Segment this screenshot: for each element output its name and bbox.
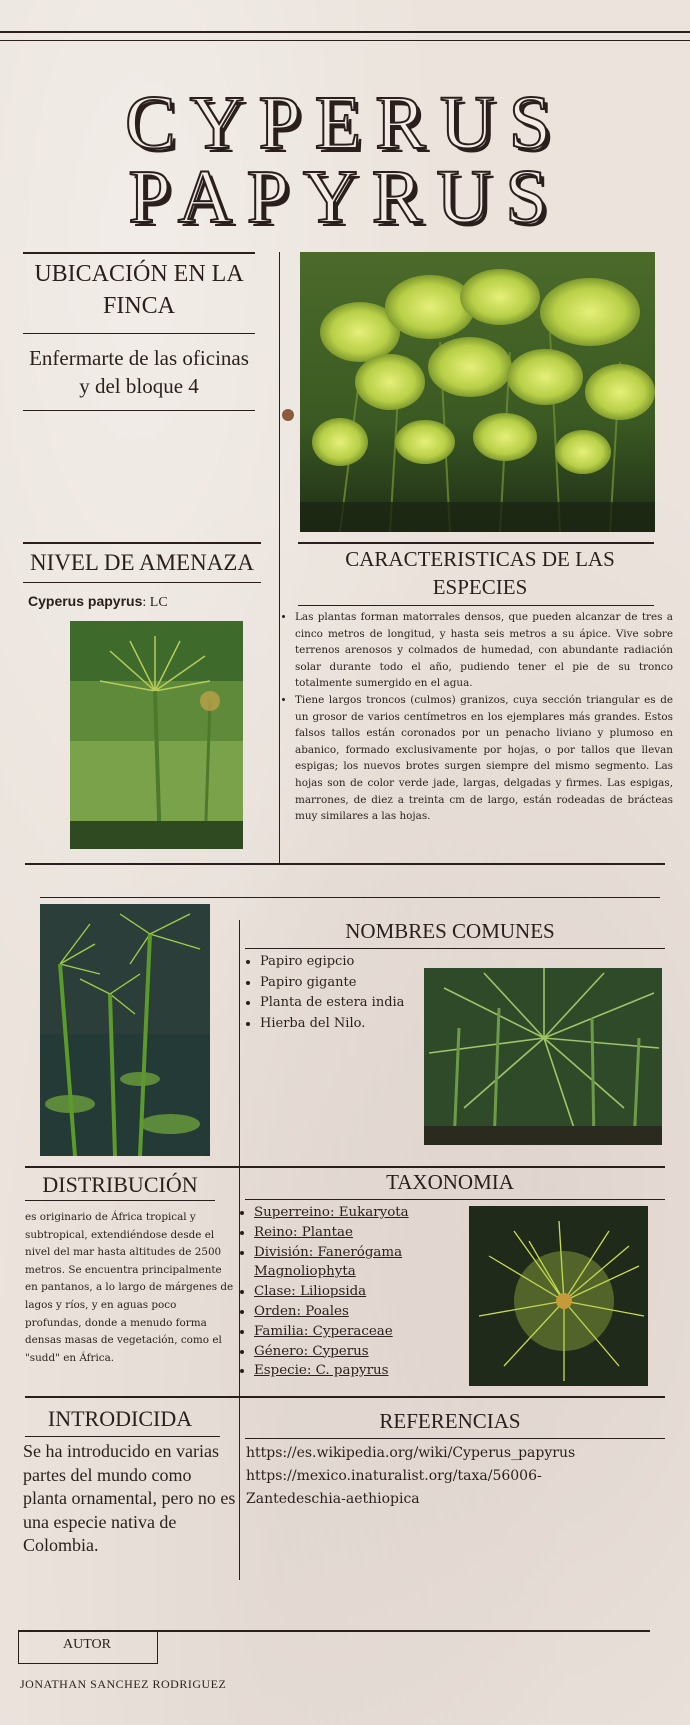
nombres-list xyxy=(246,952,426,1034)
papyrus-umbel-photo xyxy=(424,968,662,1145)
papyrus-marsh-photo xyxy=(300,252,655,532)
autor-label: AUTOR xyxy=(63,1637,111,1652)
caracteristicas-item: • Tiene largos troncos (culmos) granizos, cuya sección triangular es de un grosor de varios centímetros en los ejemplares más grandes. Estos falsos tallos están coronados por un penacho liviano y plumoso en abanico, formado exclusivamente por hojas, o por tallos que llevan espigas; los nuevos brotes surgen siempre del mismo segmento. Las hojas son de color verde jade, largas, delgadas y firmes. Las espigas, marrones, de diez a treinta cm de largo, están rodeadas de brácteas muy similares a las hojas. xyxy=(295,692,673,825)
taxon-item[interactable]: • Superreino: Eukaryota xyxy=(254,1203,430,1223)
page-title-line1: CYPERUS xyxy=(124,81,566,165)
intro-rule-top xyxy=(25,1396,665,1398)
nombre-item: • Planta de estera india xyxy=(260,993,426,1014)
nombre-item: • Papiro gigante xyxy=(260,973,426,994)
referencia-link[interactable]: https://mexico.inaturalist.org/taxa/56006- xyxy=(246,1468,542,1484)
nombres-rule xyxy=(245,948,665,949)
introducida-heading: INTRODICIDA xyxy=(47,1406,193,1431)
amenaza-status xyxy=(28,593,168,611)
taxonomia-heading: TAXONOMIA xyxy=(386,1170,514,1194)
ubicacion-rule-mid xyxy=(23,333,255,334)
nombres-heading: NOMBRES COMUNES xyxy=(345,919,555,943)
introducida-rule xyxy=(25,1436,220,1437)
referencias-heading: REFERENCIAS xyxy=(379,1409,521,1433)
taxon-item[interactable]: • División: Fanerógama Magnoliophyta xyxy=(254,1243,430,1283)
taxon-item[interactable]: • Especie: C. papyrus xyxy=(254,1361,430,1381)
caracteristicas-heading: CARACTERISTICAS DE LAS ESPECIES xyxy=(345,547,615,599)
mid-rule-2 xyxy=(40,897,660,898)
nombre-item: • Hierba del Nilo. xyxy=(260,1014,426,1035)
taxonomia-list xyxy=(240,1203,430,1381)
page-title-line2: PAPYRUS xyxy=(128,155,562,239)
amenaza-species: Cyperus papyrus xyxy=(28,593,143,609)
ubicacion-rule-bottom xyxy=(23,410,255,411)
autor-name: JONATHAN SANCHEZ RODRIGUEZ xyxy=(20,1677,227,1691)
leaf-dot-icon xyxy=(282,409,294,421)
distribucion-text: es originario de África tropical y subtropical, extendiéndose desde el nivel del mar hasta altitudes de 2500 metros. Se encuentra principalmente en pantanos, a lo largo de márgenes de lagos y ríos, y en aguas poco profundas, donde a menudo forma densas masas de vegetación, como el "sudd" en África. xyxy=(25,1211,234,1364)
amenaza-rule-top xyxy=(23,542,261,544)
ubicacion-rule-top xyxy=(23,252,255,254)
amenaza-rule-bottom xyxy=(23,582,261,583)
mid-rule-1 xyxy=(25,863,665,865)
taxon-item[interactable]: • Género: Cyperus xyxy=(254,1342,430,1362)
papyrus-head-photo xyxy=(469,1206,648,1386)
taxonomia-rule xyxy=(245,1199,665,1200)
ubicacion-heading: UBICACIÓN EN LA FINCA xyxy=(34,261,244,319)
referencias-list xyxy=(246,1442,666,1511)
top-rule xyxy=(0,31,690,33)
taxon-item[interactable]: • Orden: Poales xyxy=(254,1302,430,1322)
amenaza-heading: NIVEL DE AMENAZA xyxy=(29,550,254,575)
nombre-item: • Papiro egipcio xyxy=(260,952,426,973)
top-rule-thin xyxy=(0,40,690,41)
referencias-rule xyxy=(245,1438,665,1439)
caracteristicas-list xyxy=(281,609,673,825)
distribucion-rule-bottom xyxy=(25,1200,215,1201)
ubicacion-text: Enfermarte de las oficinas y del bloque 4 xyxy=(29,346,249,398)
referencia-link[interactable]: https://es.wikipedia.org/wiki/Cyperus_papyrus xyxy=(246,1445,576,1461)
distribucion-heading: DISTRIBUCIÓN xyxy=(42,1172,198,1197)
top-block-divider xyxy=(279,252,280,864)
caracteristicas-rule-bottom xyxy=(298,605,654,606)
taxon-item[interactable]: • Reino: Plantae xyxy=(254,1223,430,1243)
papyrus-stem-photo xyxy=(70,621,243,849)
referencia-link[interactable]: Zantedeschia-aethiopica xyxy=(246,1491,420,1507)
introducida-text: Se ha introducido en varias partes del mundo como planta ornamental, pero no es una especie nativa de Colombia. xyxy=(23,1441,236,1555)
taxon-item[interactable]: • Familia: Cyperaceae xyxy=(254,1322,430,1342)
taxon-item[interactable]: • Clase: Liliopsida xyxy=(254,1282,430,1302)
caracteristicas-item: • Las plantas forman matorrales densos, que pueden alcanzar de tres a cinco metros de longitud, y hasta seis metros a su ápice. Vive sobre terrenos arenosos y colmados de humedad, con abundante radiación solar durante todo el año, pudiendo tener el pie de su tronco totalmente sumergido en el agua. xyxy=(295,609,673,692)
amenaza-code: : LC xyxy=(142,595,168,610)
caracteristicas-rule-top xyxy=(298,542,654,544)
papyrus-pond-photo xyxy=(40,904,210,1156)
